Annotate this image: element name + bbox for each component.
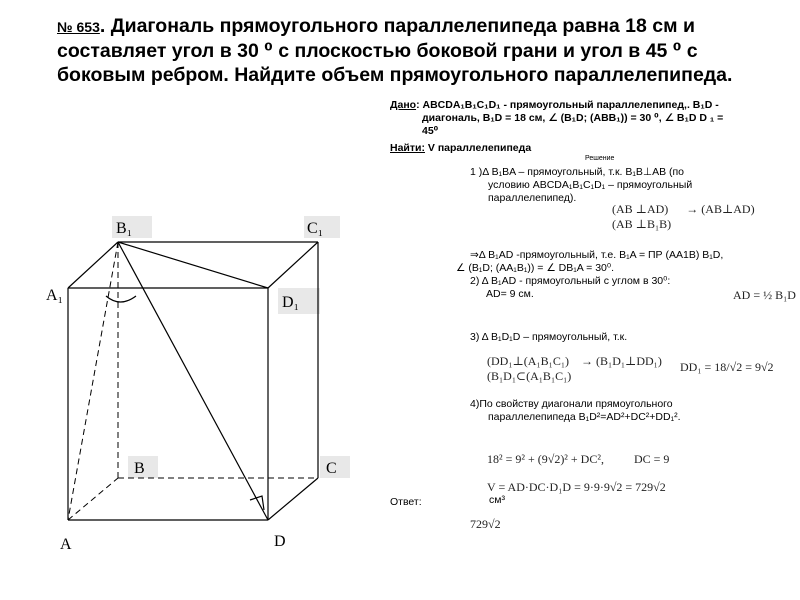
segment-b1-d1 xyxy=(118,242,268,288)
step4-line-b: параллелепипеда B₁D²=AD²+DC²+DD₁². xyxy=(488,411,681,423)
solution-step-1 xyxy=(470,166,770,205)
vertex-d: D xyxy=(274,533,286,550)
find-text: V параллелепипеда xyxy=(424,142,532,154)
answer-label: Ответ: xyxy=(390,496,422,508)
step1-line-a: 1 )Δ B₁BA – прямоугольный, т.к. B₁B⊥AB (по xyxy=(470,166,685,178)
vertex-b: B xyxy=(134,460,145,477)
step4-line-a: 4)По свойству диагонали прямоугольного xyxy=(470,398,673,410)
given-line-1: : ABCDA₁B₁C₁D₁ - прямоугольный параллелепипед,. B₁D - xyxy=(416,99,719,111)
given-line-2: диагональ, B₁D = 18 см, ∠ (B₁D; (ABB₁)) = 30 ⁰, ∠ B₁D D ₁ = xyxy=(422,112,724,124)
formula-1: (AB ⊥AD) → (AB⊥AD) (AB ⊥B₁B) xyxy=(612,202,755,231)
formula-2: AD = ½ B₁D xyxy=(733,288,796,302)
angle-arc-b1 xyxy=(106,296,136,302)
step2-line-b: ∠ (B₁D; (AA₁B₁)) = ∠ DB₁A = 30⁰. xyxy=(456,262,614,274)
formula-3b: DD₁ = 18/√2 = 9√2 xyxy=(680,360,774,374)
edge-c1-d1 xyxy=(268,242,318,288)
formula-4: 18² = 9² + (9√2)² + DC², DC = 9 xyxy=(487,452,670,466)
formula-5: V = AD·DC·D₁D = 9·9·9√2 = 729√2 xyxy=(487,480,666,494)
hidden-segment-b1-a xyxy=(68,242,118,520)
answer-unit: см³ xyxy=(489,494,505,506)
answer-value: 729√2 xyxy=(470,517,501,531)
step2-line-a: ⇒Δ B₁AD -прямоугольный, т.е. B₁A = ПР (AA1B) B₁D, xyxy=(470,249,724,261)
vertex-a1: A₁ xyxy=(46,287,64,304)
solution-step-4 xyxy=(470,398,790,424)
edge-d-c xyxy=(268,478,318,520)
vertex-a: A xyxy=(60,536,72,553)
given-block xyxy=(390,99,795,138)
edge-a1-b1 xyxy=(68,242,118,288)
step2-line-d: AD= 9 см. xyxy=(486,288,534,300)
step1-line-b: условию ABCDA₁B₁C₁D₁ – прямоугольный xyxy=(488,179,693,191)
given-line-3: 45⁰ xyxy=(422,125,439,137)
vertex-c: C xyxy=(326,460,337,477)
hidden-edge-a-b xyxy=(68,478,118,520)
find-label: Найти: xyxy=(390,142,425,154)
step3-text: 3) Δ B₁D₁D – прямоугольный, т.к. xyxy=(470,331,628,343)
step2-line-c: 2) Δ B₁AD - прямоугольный с углом в 30⁰: xyxy=(470,275,671,287)
given-label: Дано xyxy=(390,99,417,111)
step1-line-c: параллелепипед). xyxy=(488,192,577,204)
vertex-d1: D₁ xyxy=(282,294,300,311)
find-block xyxy=(390,142,531,155)
problem-number: № 653 xyxy=(57,19,100,35)
vertex-c1: C₁ xyxy=(307,220,324,237)
formula-3a: (DD₁⊥(A₁B₁C₁) → (B₁D₁⊥DD₁) (B₁D₁⊂(A₁B₁C₁) xyxy=(487,354,662,383)
solution-header: Решение xyxy=(585,155,615,162)
vertex-b1: B₁ xyxy=(116,220,133,237)
problem-text: . Диагональ прямоугольного параллелепипеда равна 18 см и составляет угол в 30 ⁰ с плоскостью боковой грани и угол в 45 ⁰ с боковым ребром. Найдите объем прямоугольного параллелепипеда. xyxy=(57,15,733,86)
